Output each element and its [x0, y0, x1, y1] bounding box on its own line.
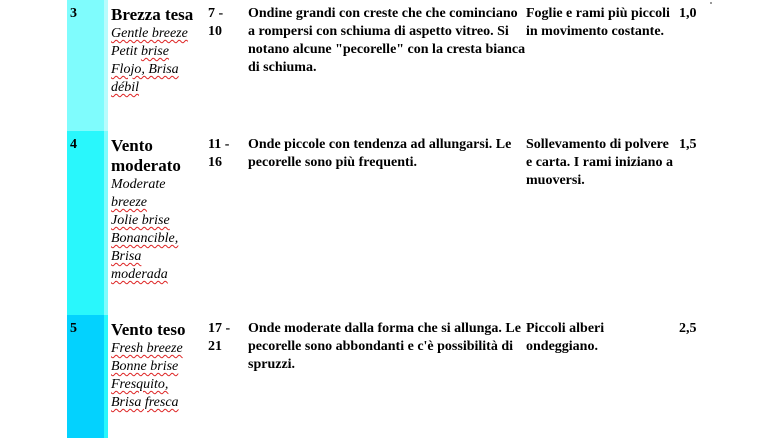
knots-value: 16	[208, 155, 222, 170]
force-number: 3	[70, 6, 77, 21]
sea-description: Ondine grandi con creste che che cominciano a rompersi con schiuma di aspetto vitreo. Si notano alcune "pecorelle" con la cresta bianca di schiuma.	[248, 6, 526, 75]
alt-name: Fresh breeze	[111, 341, 183, 356]
name-cell	[111, 5, 207, 97]
wave-height: 2,5	[679, 321, 697, 336]
wind-name: Vento teso	[111, 320, 186, 339]
alt-name: Gentle breeze	[111, 26, 188, 41]
knots-cell	[208, 5, 244, 41]
force-cell	[67, 0, 108, 131]
land-description: Sollevamento di polvere e carta. I rami iniziano a muoversi.	[526, 137, 673, 188]
sea-description: Onde piccole con tendenza ad allungarsi. Le pecorelle sono più frequenti.	[248, 137, 512, 170]
force-number: 5	[70, 321, 77, 336]
name-cell	[111, 320, 207, 412]
force-cell	[67, 315, 108, 438]
table-row	[0, 315, 784, 438]
force-number: 4	[70, 137, 77, 152]
table-row	[0, 131, 784, 315]
alt-name: Jolie brise	[111, 213, 170, 228]
wind-name: Vento moderato	[111, 136, 181, 175]
alt-name: moderada	[111, 267, 168, 282]
alt-name	[111, 43, 207, 61]
sea-description: Onde moderate dalla forma che si allunga. Le pecorelle sono abbondanti e c'è possibilità di spruzzi.	[248, 321, 521, 372]
knots-value: 7 -	[208, 6, 224, 21]
alt-name: Brisa fresca	[111, 395, 179, 410]
alt-name-word: brise	[140, 44, 169, 59]
alt-name: Moderate	[111, 177, 166, 192]
wave-height: 1,5	[679, 137, 697, 152]
knots-value: 11 -	[208, 137, 230, 152]
land-description: Foglie e rami più piccoli in movimento costante.	[526, 6, 670, 39]
alt-name: Brisa	[111, 249, 142, 264]
alt-name: Flojo, Brisa	[111, 62, 179, 77]
alt-name: débil	[111, 80, 139, 95]
knots-value: 21	[208, 339, 222, 354]
name-cell	[111, 136, 207, 284]
alt-name: Fresquito,	[111, 377, 169, 392]
alt-name: Bonancible,	[111, 231, 179, 246]
knots-cell	[208, 136, 244, 172]
land-description: Piccoli alberi ondeggiano.	[526, 321, 605, 354]
alt-name: breeze	[111, 195, 148, 210]
force-cell	[67, 131, 108, 315]
knots-value: 17 -	[208, 321, 231, 336]
wave-height: 1,0	[679, 6, 697, 21]
knots-cell	[208, 320, 244, 356]
alt-name: Bonne brise	[111, 359, 179, 374]
alt-name-word: Petit	[111, 44, 138, 59]
table-row	[0, 0, 784, 131]
wind-name: Brezza tesa	[111, 5, 194, 24]
knots-value: 10	[208, 24, 222, 39]
